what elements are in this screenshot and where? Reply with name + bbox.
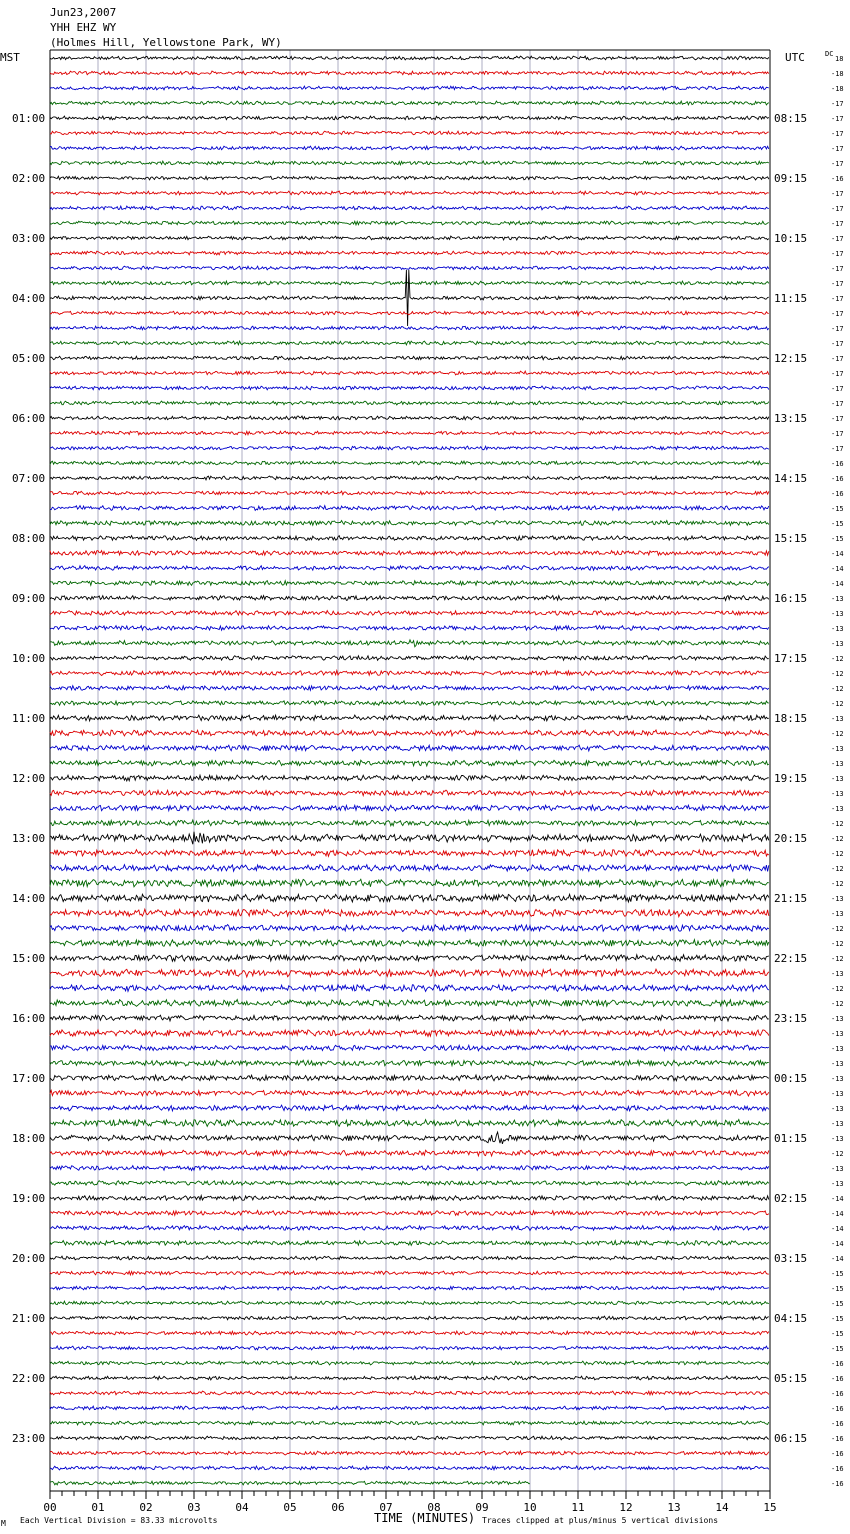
trace-row xyxy=(50,1421,769,1425)
dc-offset-label: -17 xyxy=(831,310,844,318)
trace-row xyxy=(50,101,769,105)
trace-row xyxy=(50,1331,769,1335)
trace-row xyxy=(50,1015,769,1021)
trace-row xyxy=(50,581,769,586)
right-hour-label: 06:15 xyxy=(774,1432,808,1445)
trace-row xyxy=(50,1211,769,1216)
dc-offset-label: -12 xyxy=(831,850,844,858)
trace-row xyxy=(50,1060,769,1066)
trace-row xyxy=(50,1361,769,1365)
trace-row xyxy=(50,1391,769,1395)
x-tick-label: 06 xyxy=(331,1501,345,1514)
dc-offset-label: -15 xyxy=(831,1300,844,1308)
dc-offset-label: -13 xyxy=(831,790,844,798)
dc-offset-label: -13 xyxy=(831,895,844,903)
dc-offset-label: -12 xyxy=(831,940,844,948)
dc-offset-label: -14 xyxy=(831,1225,844,1233)
right-hour-label: 13:15 xyxy=(774,412,808,425)
left-hour-label: 17:00 xyxy=(12,1072,46,1085)
dc-offset-label: -17 xyxy=(831,340,844,348)
vertical-division-note: Each Vertical Division = 83.33 microvolts xyxy=(20,1516,218,1525)
trace-row xyxy=(50,131,769,135)
trace-row xyxy=(50,760,769,766)
trace-row xyxy=(50,820,769,826)
trace-row xyxy=(50,850,769,857)
dc-offset-label: -17 xyxy=(831,430,844,438)
dc-offset-label: -17 xyxy=(831,145,844,153)
trace-row xyxy=(50,1376,769,1380)
dc-offset-label: -14 xyxy=(831,550,844,558)
dc-offset-label: -12 xyxy=(831,700,844,708)
trace-row xyxy=(50,611,769,616)
trace-row xyxy=(50,745,769,751)
trace-row xyxy=(50,356,769,360)
dc-offset-label: -13 xyxy=(831,1165,844,1173)
dc-offset-label: -14 xyxy=(831,565,844,573)
dc-offset-label: -13 xyxy=(831,1135,844,1143)
trace-row xyxy=(50,431,769,435)
left-hour-label: 05:00 xyxy=(12,352,46,365)
left-hour-label: 18:00 xyxy=(12,1132,46,1145)
dc-offset-label: -16 xyxy=(831,490,844,498)
dc-offset-label: -17 xyxy=(831,250,844,258)
x-tick-label: 07 xyxy=(379,1501,393,1514)
trace-row xyxy=(50,730,769,736)
dc-offset-label: -16 xyxy=(831,460,844,468)
right-hour-label: 12:15 xyxy=(774,352,808,365)
trace-row xyxy=(50,1466,769,1470)
dc-offset-label: -13 xyxy=(831,625,844,633)
left-hour-label: 14:00 xyxy=(12,892,46,905)
dc-offset-label: -15 xyxy=(831,1345,844,1353)
right-hour-label: 19:15 xyxy=(774,772,808,785)
dc-offset-label: -12 xyxy=(831,865,844,873)
dc-offset-label: -13 xyxy=(831,910,844,918)
dc-offset-label: -14 xyxy=(831,1255,844,1263)
dc-offset-label: 18 xyxy=(835,55,844,63)
x-tick-label: 08 xyxy=(427,1501,441,1514)
dc-offset-label: -16 xyxy=(831,1480,844,1488)
x-tick-label: 10 xyxy=(523,1501,537,1514)
dc-offset-label: -13 xyxy=(831,1075,844,1083)
right-hour-label: 05:15 xyxy=(774,1372,808,1385)
dc-offset-label: -13 xyxy=(831,1120,844,1128)
dc-offset-label: -13 xyxy=(831,1030,844,1038)
dc-offset-label: -15 xyxy=(831,1270,844,1278)
trace-row xyxy=(50,686,769,691)
trace-row xyxy=(50,146,769,150)
trace-row xyxy=(50,1181,769,1186)
trace-row xyxy=(50,955,769,961)
dc-offset-label: -16 xyxy=(831,1435,844,1443)
dc-offset-label: -13 xyxy=(831,1060,844,1068)
trace-row xyxy=(50,446,769,450)
dc-offset-label: -13 xyxy=(831,610,844,618)
dc-offset-label: -12 xyxy=(831,1150,844,1158)
trace-row xyxy=(50,491,769,495)
dc-offset-label: -17 xyxy=(831,415,844,423)
dc-offset-label: -12 xyxy=(831,655,844,663)
dc-offset-label: -14 xyxy=(831,1240,844,1248)
trace-row xyxy=(50,701,769,706)
dc-offset-label: -12 xyxy=(831,880,844,888)
trace-row xyxy=(50,566,769,571)
right-hour-label: 08:15 xyxy=(774,112,808,125)
trace-row xyxy=(50,894,769,902)
dc-header: DC xyxy=(825,50,834,58)
dc-offset-label: -12 xyxy=(831,670,844,678)
dc-offset-label: -13 xyxy=(831,1090,844,1098)
trace-row xyxy=(50,521,769,526)
x-tick-label: 09 xyxy=(475,1501,489,1514)
trace-row xyxy=(50,969,769,977)
trace-row xyxy=(50,551,769,556)
trace-row xyxy=(50,1045,769,1051)
right-hour-label: 09:15 xyxy=(774,172,808,185)
trace-row xyxy=(50,71,769,75)
dc-offset-label: -13 xyxy=(831,1045,844,1053)
dc-offset-label: -12 xyxy=(831,985,844,993)
dc-offset-label: -16 xyxy=(831,1450,844,1458)
x-tick-label: 05 xyxy=(283,1501,297,1514)
left-hour-label: 03:00 xyxy=(12,232,46,245)
trace-row xyxy=(50,805,769,811)
right-hour-label: 11:15 xyxy=(774,292,808,305)
left-hour-label: 04:00 xyxy=(12,292,46,305)
dc-offset-label: -15 xyxy=(831,535,844,543)
trace-row xyxy=(50,311,769,316)
left-hour-label: 21:00 xyxy=(12,1312,46,1325)
left-hour-label: 02:00 xyxy=(12,172,46,185)
dc-offset-label: -13 xyxy=(831,1105,844,1113)
trace-row xyxy=(50,221,769,225)
x-tick-label: 02 xyxy=(139,1501,153,1514)
left-hour-labels xyxy=(12,112,45,1445)
trace-row xyxy=(50,251,769,255)
dc-offset-label: -17 xyxy=(831,445,844,453)
trace-row xyxy=(50,401,769,405)
left-hour-label: 12:00 xyxy=(12,772,46,785)
right-hour-label: 21:15 xyxy=(774,892,808,905)
dc-offset-label: -16 xyxy=(831,1465,844,1473)
dc-offset-label: -12 xyxy=(831,820,844,828)
dc-offset-label: -14 xyxy=(831,1195,844,1203)
dc-offset-label: -12 xyxy=(831,1000,844,1008)
trace-row xyxy=(50,1256,769,1260)
dc-offset-label: -17 xyxy=(831,235,844,243)
dc-offset-label: -13 xyxy=(831,745,844,753)
dc-offset-label: -16 xyxy=(831,1375,844,1383)
trace-row xyxy=(50,879,769,887)
dc-offset-label: -18 xyxy=(831,85,844,93)
dc-offset-label: -12 xyxy=(831,925,844,933)
left-hour-label: 19:00 xyxy=(12,1192,46,1205)
clip-note: Traces clipped at plus/minus 5 vertical divisions xyxy=(482,1516,719,1525)
dc-offset-label: -13 xyxy=(831,775,844,783)
dc-offset-label: -16 xyxy=(831,175,844,183)
trace-row xyxy=(50,925,769,932)
dc-offset-label: -17 xyxy=(831,115,844,123)
dc-offset-label: -18 xyxy=(831,70,844,78)
x-tick-label: 11 xyxy=(571,1501,585,1514)
trace-row xyxy=(50,461,769,465)
dc-offset-label: -17 xyxy=(831,265,844,273)
trace-row xyxy=(50,476,769,480)
dc-offset-label: -17 xyxy=(831,100,844,108)
dc-offset-label: -13 xyxy=(831,595,844,603)
dc-offset-label: -13 xyxy=(831,715,844,723)
x-tick-label: 00 xyxy=(43,1501,57,1514)
left-hour-label: 09:00 xyxy=(12,592,46,605)
dc-offset-label: -16 xyxy=(831,1360,844,1368)
trace-row xyxy=(50,56,769,60)
x-tick-label: 04 xyxy=(235,1501,249,1514)
trace-row xyxy=(50,506,769,511)
left-hour-label: 06:00 xyxy=(12,412,46,425)
right-hour-label: 22:15 xyxy=(774,952,808,965)
trace-row xyxy=(50,341,769,345)
right-hour-label: 00:15 xyxy=(774,1072,808,1085)
right-hour-label: 01:15 xyxy=(774,1132,808,1145)
dc-offset-label: -17 xyxy=(831,220,844,228)
trace-row xyxy=(50,832,769,845)
right-hour-label: 04:15 xyxy=(774,1312,808,1325)
trace-row xyxy=(50,1271,769,1275)
right-hour-label: 02:15 xyxy=(774,1192,808,1205)
trace-row xyxy=(50,1406,769,1410)
dc-offset-label: -15 xyxy=(831,1285,844,1293)
dc-offset-label: -12 xyxy=(831,685,844,693)
trace-row xyxy=(50,985,769,992)
dc-offset-label: -17 xyxy=(831,190,844,198)
trace-row xyxy=(50,715,769,721)
left-hour-label: 23:00 xyxy=(12,1432,46,1445)
right-hour-label: 03:15 xyxy=(774,1252,808,1265)
dc-offset-label: -17 xyxy=(831,370,844,378)
x-tick-label: 13 xyxy=(667,1501,681,1514)
right-hour-label: 14:15 xyxy=(774,472,808,485)
left-hour-label: 11:00 xyxy=(12,712,46,725)
dc-offset-label: -15 xyxy=(831,520,844,528)
right-hour-label: 15:15 xyxy=(774,532,808,545)
dc-offset-label: -12 xyxy=(831,835,844,843)
left-hour-label: 10:00 xyxy=(12,652,46,665)
trace-row xyxy=(50,161,769,165)
trace-row xyxy=(50,1301,769,1305)
trace-row xyxy=(50,191,769,195)
dc-offset-label: -16 xyxy=(831,1405,844,1413)
trace-row xyxy=(50,236,769,240)
dc-offset-label: -13 xyxy=(831,1015,844,1023)
trace-row xyxy=(50,176,769,180)
trace-row xyxy=(50,1316,769,1320)
trace-row xyxy=(50,1105,769,1111)
dc-offset-label: -16 xyxy=(831,475,844,483)
trace-row xyxy=(50,640,769,647)
trace-row xyxy=(50,266,769,270)
dc-offset-labels xyxy=(831,55,844,1488)
dc-offset-label: -17 xyxy=(831,295,844,303)
trace-row xyxy=(50,1286,769,1290)
dc-offset-label: -15 xyxy=(831,1330,844,1338)
trace-row xyxy=(50,270,769,326)
trace-row xyxy=(50,1150,769,1156)
right-hour-label: 17:15 xyxy=(774,652,808,665)
left-axis-label: MST xyxy=(0,51,20,64)
trace-row xyxy=(50,1346,769,1350)
trace-row xyxy=(50,1000,769,1007)
x-axis-title: TIME (MINUTES) xyxy=(374,1511,476,1525)
corner-mark: M xyxy=(1,1519,6,1528)
trace-row xyxy=(50,371,769,375)
dc-offset-label: -14 xyxy=(831,580,844,588)
trace-row xyxy=(50,626,769,631)
dc-offset-label: -12 xyxy=(831,730,844,738)
dc-offset-label: -12 xyxy=(831,955,844,963)
trace-row xyxy=(50,1451,769,1455)
right-axis-label: UTC xyxy=(785,51,805,64)
trace-row xyxy=(50,116,769,120)
dc-offset-label: -13 xyxy=(831,805,844,813)
dc-offset-label: -13 xyxy=(831,1180,844,1188)
right-hour-label: 20:15 xyxy=(774,832,808,845)
left-hour-label: 13:00 xyxy=(12,832,46,845)
left-hour-label: 07:00 xyxy=(12,472,46,485)
trace-row xyxy=(50,596,769,601)
trace-row xyxy=(50,416,769,420)
trace-row xyxy=(50,326,769,330)
trace-row xyxy=(50,1241,769,1246)
x-tick-label: 12 xyxy=(619,1501,633,1514)
trace-row xyxy=(50,1436,769,1440)
left-hour-label: 15:00 xyxy=(12,952,46,965)
chart-grid xyxy=(50,50,770,1491)
x-tick-label: 01 xyxy=(91,1501,105,1514)
trace-row xyxy=(50,1132,769,1144)
right-hour-label: 23:15 xyxy=(774,1012,808,1025)
dc-offset-label: -13 xyxy=(831,970,844,978)
left-hour-label: 01:00 xyxy=(12,112,46,125)
left-hour-label: 20:00 xyxy=(12,1252,46,1265)
trace-group xyxy=(50,56,769,1485)
right-hour-label: 16:15 xyxy=(774,592,808,605)
trace-row xyxy=(50,790,769,796)
left-hour-label: 08:00 xyxy=(12,532,46,545)
trace-row xyxy=(50,1226,769,1231)
trace-row xyxy=(50,909,769,916)
trace-row xyxy=(50,1030,769,1037)
right-hour-label: 18:15 xyxy=(774,712,808,725)
chart-station: YHH EHZ WY xyxy=(50,21,117,34)
trace-row xyxy=(50,656,769,661)
left-hour-label: 22:00 xyxy=(12,1372,46,1385)
dc-offset-label: -13 xyxy=(831,760,844,768)
right-hour-labels xyxy=(774,112,807,1445)
right-hour-label: 10:15 xyxy=(774,232,808,245)
dc-offset-label: -17 xyxy=(831,400,844,408)
trace-row xyxy=(50,1166,769,1171)
trace-row xyxy=(50,1075,769,1081)
dc-offset-label: -15 xyxy=(831,1315,844,1323)
dc-offset-label: -17 xyxy=(831,205,844,213)
left-hour-label: 16:00 xyxy=(12,1012,46,1025)
dc-offset-label: -16 xyxy=(831,1390,844,1398)
dc-offset-label: -17 xyxy=(831,280,844,288)
dc-offset-label: -17 xyxy=(831,355,844,363)
dc-offset-label: -17 xyxy=(831,160,844,168)
chart-date: Jun23,2007 xyxy=(50,6,117,19)
x-tick-label: 14 xyxy=(715,1501,729,1514)
trace-row xyxy=(50,386,769,390)
dc-offset-label: -16 xyxy=(831,1420,844,1428)
dc-offset-label: -13 xyxy=(831,640,844,648)
trace-row xyxy=(50,1090,769,1096)
dc-offset-label: -17 xyxy=(831,325,844,333)
x-tick-label: 03 xyxy=(187,1501,201,1514)
trace-row xyxy=(50,206,769,210)
chart-location: (Holmes Hill, Yellowstone Park, WY) xyxy=(50,36,282,49)
trace-row xyxy=(50,536,769,541)
trace-row xyxy=(50,1120,769,1127)
dc-offset-label: -14 xyxy=(831,1210,844,1218)
dc-offset-label: -17 xyxy=(831,385,844,393)
x-tick-label: 15 xyxy=(763,1501,777,1514)
trace-row xyxy=(50,775,769,781)
trace-row xyxy=(50,940,769,947)
dc-offset-label: -17 xyxy=(831,130,844,138)
trace-row xyxy=(50,86,769,90)
trace-row xyxy=(50,671,769,676)
trace-row xyxy=(50,865,769,872)
trace-row xyxy=(50,1196,769,1201)
dc-offset-label: -15 xyxy=(831,505,844,513)
